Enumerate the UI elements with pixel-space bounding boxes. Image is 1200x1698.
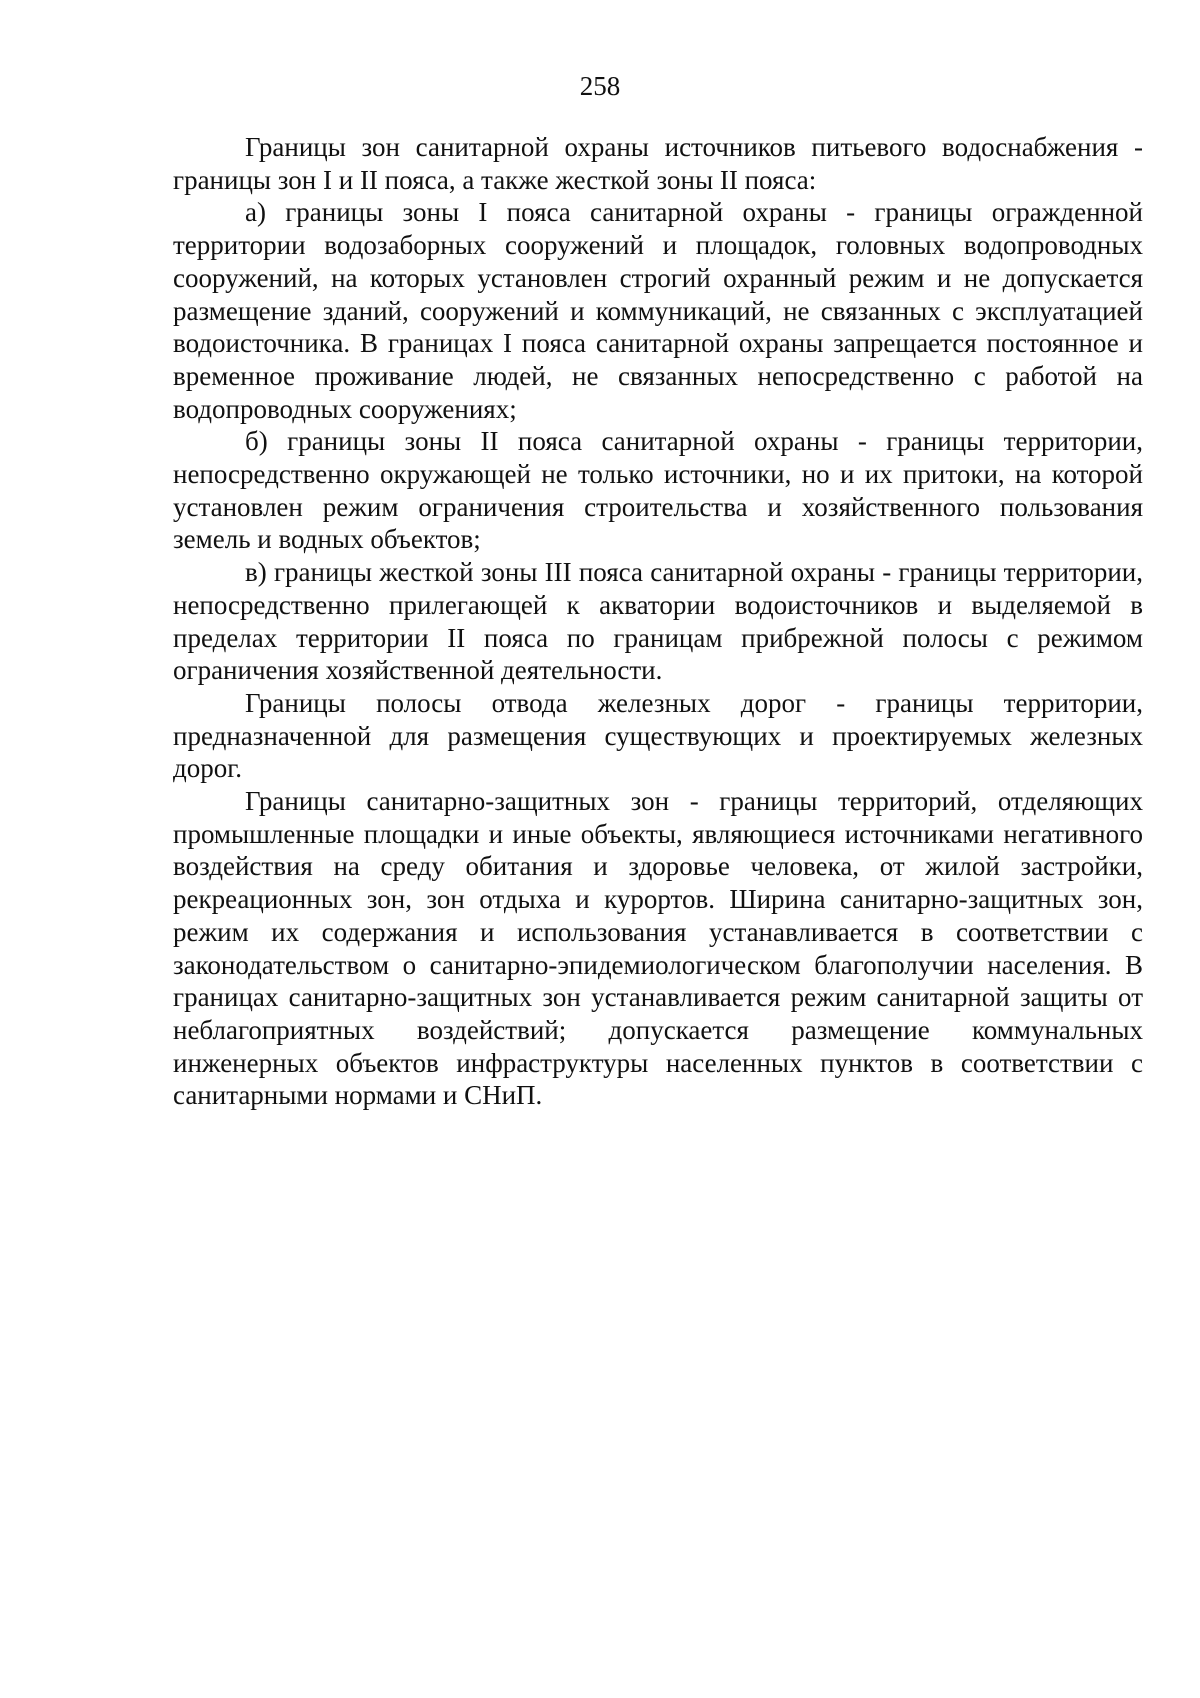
paragraph-zone-i-belt: а) границы зоны I пояса санитарной охраны - границы огражденной территории водозаборных сооружений и площадок, головных водопроводных сооружений, на которых установлен строгий охранный режим и не допускается размещение зданий, сооружений и коммуникаций, не связанных с эксплуатацией водоисточника. В границах I пояса санитарной охраны запрещается постоянное и временное проживание людей, не связанных непосредственно с работой на водопроводных сооружениях; xyxy=(173,197,1143,424)
paragraph-water-protection-zones: Границы зон санитарной охраны источников питьевого водоснабжения - границы зон I и II пояса, а также жесткой зоны II пояса: xyxy=(173,132,1143,195)
paragraph-zone-ii-belt: б) границы зоны II пояса санитарной охраны - границы территории, непосредственно окружающей не только источники, но и их притоки, на которой установлен режим ограничения строительства и хозяйственного пользования земель и водных объектов; xyxy=(173,426,1143,555)
paragraph-strict-zone-iii-belt: в) границы жесткой зоны III пояса санитарной охраны - границы территории, непосредственно прилегающей к акватории водоисточников и выделяемой в пределах территории II пояса по границам прибрежной полосы с режимом ограничения хозяйственной деятельности. xyxy=(173,557,1143,686)
document-body xyxy=(173,131,1143,1112)
page-number: 258 xyxy=(579,71,621,101)
paragraph-railway-right-of-way: Границы полосы отвода железных дорог - границы территории, предназначенной для размещения существующих и проектируемых железных дорог. xyxy=(173,687,1143,784)
paragraph-sanitary-protection-zones: Границы санитарно-защитных зон - границы территорий, отделяющих промышленные площадки и иные объекты, являющиеся источниками негативного воздействия на среду обитания и здоровье человека, от жилой застройки, рекреационных зон, зон отдыха и курортов. Ширина санитарно-защитных зон, режим их содержания и использования устанавливается в соответствии с законодательством о санитарно-эпидемиологическом благополучии населения. В границах санитарно-защитных зон устанавливается режим санитарной защиты от неблагоприятных воздействий; допускается размещение коммунальных инженерных объектов инфраструктуры населенных пунктов в соответствии с санитарными нормами и СНиП. xyxy=(173,786,1143,1111)
